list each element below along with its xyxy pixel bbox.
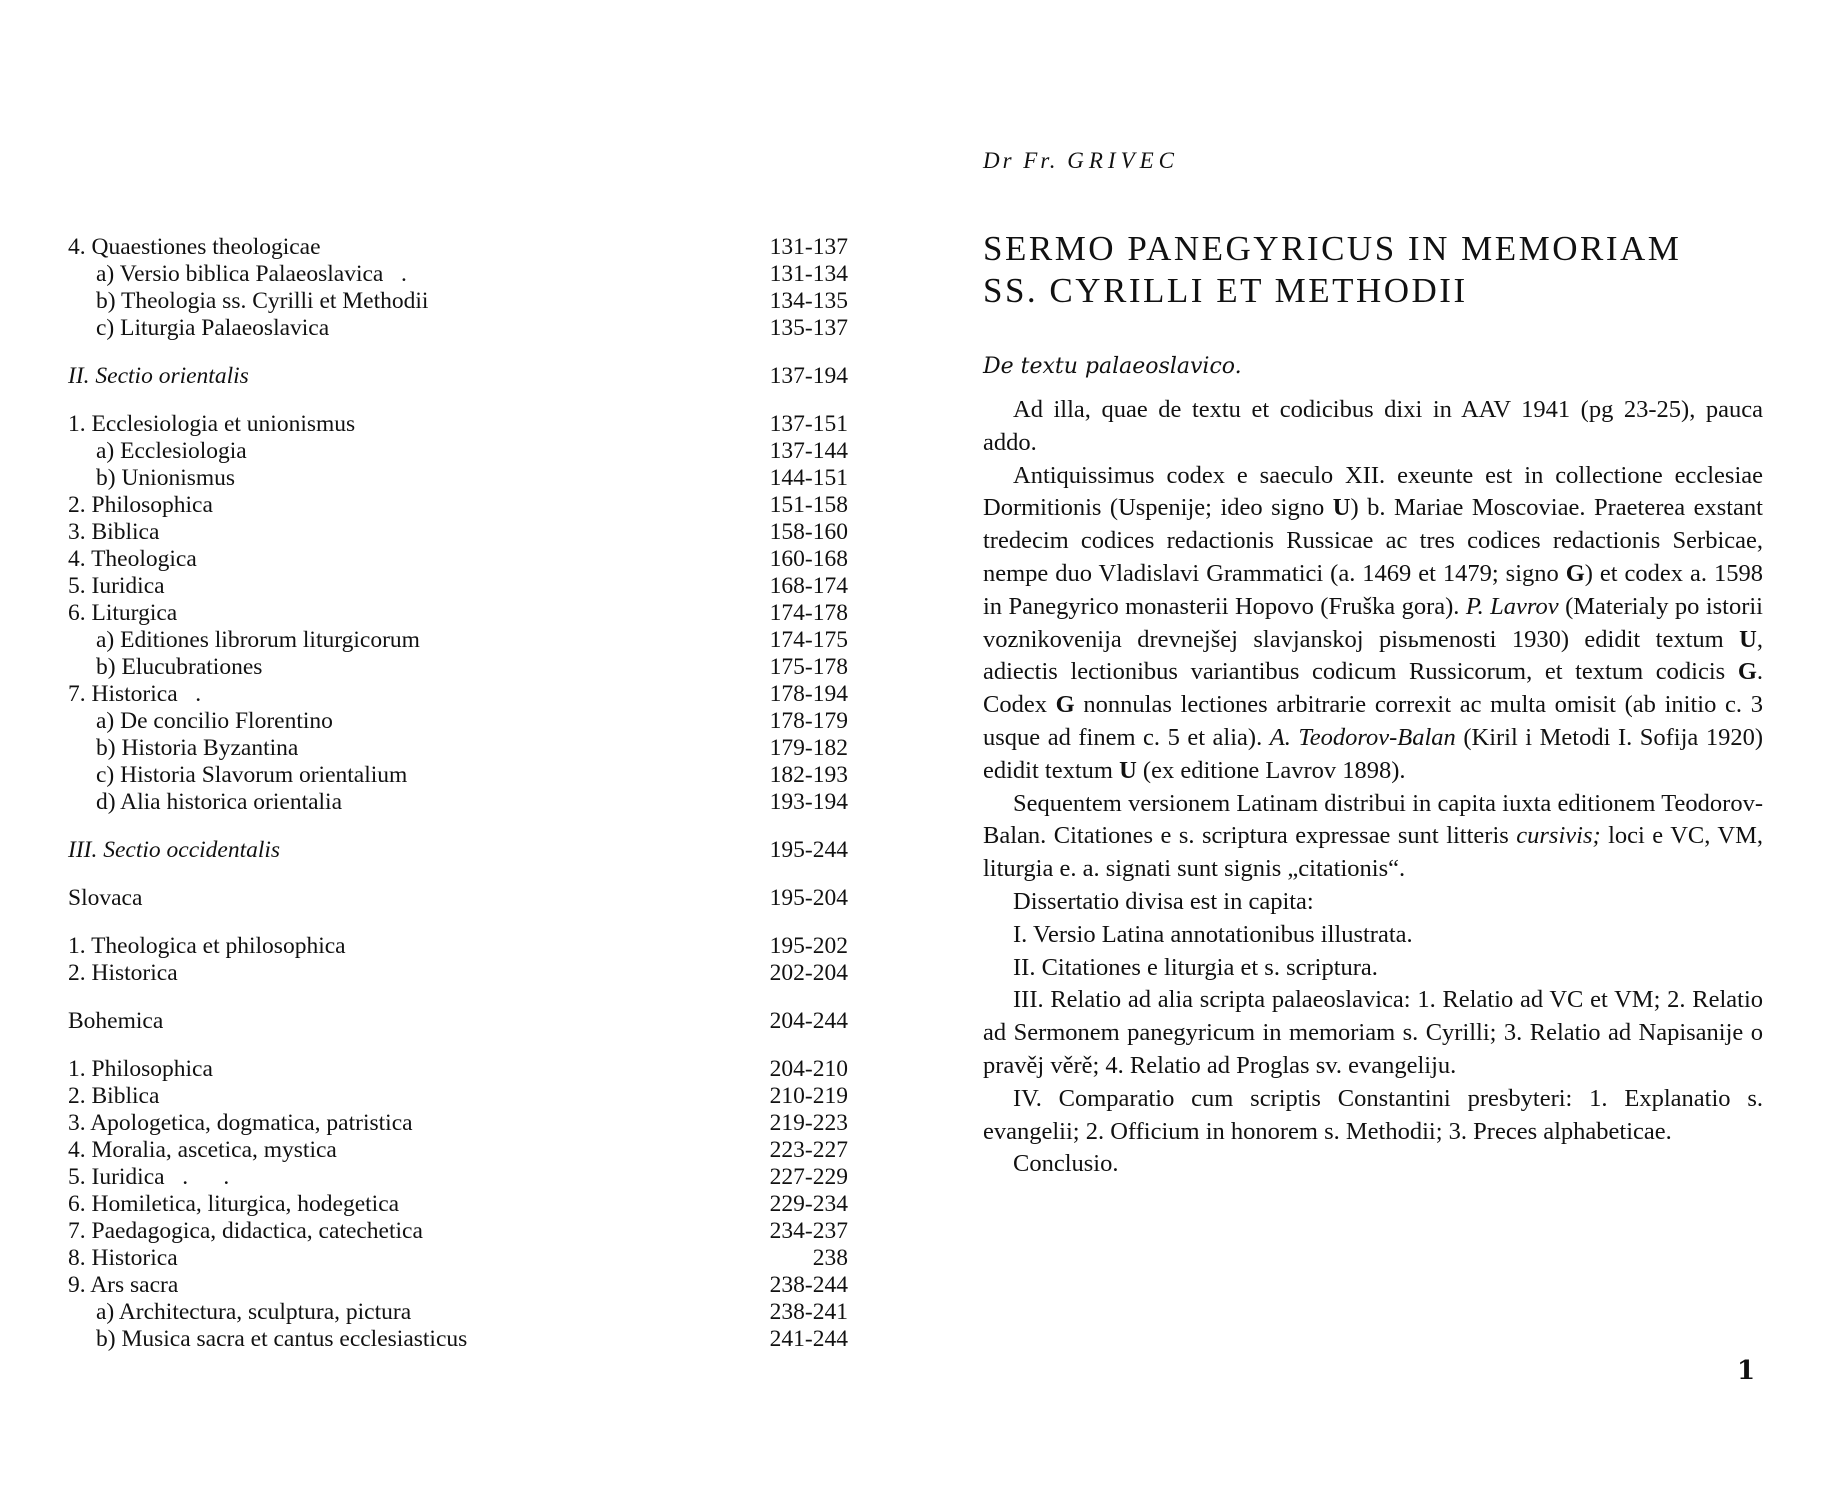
toc-entry [68, 600, 848, 627]
toc-entry-pages: 182-193 [769, 762, 848, 788]
paragraph: Dissertatio divisa est in capita: [1013, 887, 1314, 915]
toc-entry-label: b) Elucubrationes [96, 654, 263, 680]
toc-entry-label: III. Sectio occidentalis [68, 837, 281, 863]
author-name: GRIVEC [1067, 148, 1180, 173]
toc-entry [68, 1008, 848, 1035]
toc-entry [68, 1272, 848, 1299]
toc-entry [68, 573, 848, 600]
toc-entry-pages: 219-223 [769, 1110, 848, 1136]
toc-entry [68, 1191, 848, 1218]
toc-entry-label: a) Ecclesiologia [96, 438, 247, 464]
toc-entry [68, 933, 848, 960]
toc-entry [68, 1137, 848, 1164]
toc-entry-label: 4. Theologica [68, 546, 197, 572]
toc-entry-pages: 131-134 [769, 261, 848, 287]
toc-entry-label: 1. Theologica et philosophica [68, 933, 346, 959]
toc-entry-label: 4. Quaestiones theologicae [68, 234, 321, 260]
toc-entry [68, 960, 848, 987]
toc-entry-label: b) Musica sacra et cantus ecclesiasticus [96, 1326, 468, 1352]
author-line [983, 146, 1763, 176]
title-line-1: SERMO PANEGYRICUS IN MEMORIAM [983, 229, 1682, 268]
toc-entry-pages: 137-144 [769, 438, 848, 464]
toc-entry-pages: 178-194 [769, 681, 848, 707]
toc-entry [68, 837, 848, 864]
toc-entry-pages: 137-194 [769, 363, 848, 389]
toc-entry-pages: 238-244 [769, 1272, 848, 1298]
toc-entry [68, 465, 848, 492]
toc-entry [68, 789, 848, 816]
toc-entry-label: 1. Philosophica [68, 1056, 213, 1082]
table-of-contents [68, 234, 848, 1353]
section-subheading: De textu palaeoslavico. [983, 354, 1242, 379]
toc-entry [68, 438, 848, 465]
toc-entry-pages: 174-175 [769, 627, 848, 653]
toc-entry [68, 261, 848, 288]
toc-entry [68, 627, 848, 654]
toc-entry-pages: 160-168 [769, 546, 848, 572]
toc-entry-label: 1. Ecclesiologia et unionismus [68, 411, 356, 437]
toc-entry-label: 2. Philosophica [68, 492, 213, 518]
toc-entry-label: 3. Apologetica, dogmatica, patristica [68, 1110, 413, 1136]
toc-entry-label: 4. Moralia, ascetica, mystica [68, 1137, 337, 1163]
toc-entry-label: 2. Historica [68, 960, 178, 986]
paragraph: Sequentem versionem Latinam distribui in capita iuxta editionem Teodorov-Balan. Citationes e s. scriptura expressae sunt litteris cursivis; loci e VC, VM, liturgia e. a. signati sunt signis „citationis“. [983, 789, 1763, 883]
toc-entry-label: b) Historia Byzantina [96, 735, 299, 761]
toc-entry-pages: 227-229 [769, 1164, 848, 1190]
toc-entry-pages: 174-178 [769, 600, 848, 626]
toc-entry-pages: 193-194 [769, 789, 848, 815]
toc-entry-label: c) Liturgia Palaeoslavica [96, 315, 330, 341]
toc-entry-label: b) Theologia ss. Cyrilli et Methodii [96, 288, 429, 314]
toc-entry-label: 2. Biblica [68, 1083, 160, 1109]
toc-entry-pages: 204-210 [769, 1056, 848, 1082]
toc-entry-pages: 131-137 [769, 234, 848, 260]
toc-entry-label: b) Unionismus [96, 465, 236, 491]
toc-entry [68, 492, 848, 519]
chapter-list-item: IV. Comparatio cum scriptis Constantini presbyteri: 1. Explanatio s. evangelii; 2. Officium in honorem s. Methodii; 3. Preces alphabeticae. [983, 1084, 1763, 1145]
toc-entry [68, 234, 848, 261]
toc-entry-label: Slovaca [68, 885, 143, 911]
toc-entry-pages: 151-158 [769, 492, 848, 518]
toc-entry [68, 411, 848, 438]
page-number: 1 [1737, 1356, 1756, 1386]
chapter-list-item: III. Relatio ad alia scripta palaeoslavica: 1. Relatio ad VC et VM; 2. Relatio ad Sermonem panegyricum in memoriam s. Cyrilli; 3. Relatio ad Napisanije o pravěj věrě; 4. Relatio ad Proglas sv. evangeliju. [983, 986, 1763, 1079]
toc-entry-pages: 210-219 [769, 1083, 848, 1109]
toc-entry-pages: 179-182 [769, 735, 848, 761]
toc-entry-pages: 175-178 [769, 654, 848, 680]
toc-entry-label: 6. Liturgica [68, 600, 178, 626]
toc-entry-pages: 144-151 [769, 465, 848, 491]
toc-entry-label: 7. Paedagogica, didactica, catechetica [68, 1218, 423, 1244]
toc-entry-pages: 195-204 [769, 885, 848, 911]
toc-entry-pages: 195-244 [769, 837, 848, 863]
toc-entry-label: a) Versio biblica Palaeoslavica . [96, 261, 407, 287]
toc-entry-pages: 158-160 [769, 519, 848, 545]
toc-entry-label: c) Historia Slavorum orientalium [96, 762, 408, 788]
toc-entry-pages: 195-202 [769, 933, 848, 959]
toc-entry [68, 1164, 848, 1191]
author-prefix: Dr Fr. [983, 148, 1059, 173]
paragraph: Ad illa, quae de textu et codicibus dixi in AAV 1941 (pg 23-25), pauca addo. [983, 396, 1763, 456]
toc-entry-label: 7. Historica . [68, 681, 202, 707]
toc-entry-label: Bohemica [68, 1008, 164, 1034]
toc-entry [68, 519, 848, 546]
toc-entry [68, 885, 848, 912]
title-line-2: SS. CYRILLI ET METHODII [983, 271, 1468, 310]
toc-entry-pages: 223-227 [769, 1137, 848, 1163]
article-title [983, 228, 1763, 312]
toc-entry-pages: 202-204 [769, 960, 848, 986]
toc-entry-label: d) Alia historica orientalia [96, 789, 343, 815]
toc-entry-pages: 229-234 [769, 1191, 848, 1217]
toc-entry-label: II. Sectio orientalis [68, 363, 249, 389]
paragraph: Conclusio. [1013, 1150, 1119, 1178]
toc-entry-label: 5. Iuridica [68, 573, 165, 599]
toc-entry-pages: 134-135 [769, 288, 848, 314]
toc-entry [68, 654, 848, 681]
toc-entry [68, 288, 848, 315]
toc-entry-pages: 234-237 [769, 1218, 848, 1244]
toc-entry-label: a) Editiones librorum liturgicorum [96, 627, 420, 653]
toc-entry [68, 1245, 848, 1272]
article-page [983, 146, 1763, 1181]
toc-entry [68, 363, 848, 390]
toc-entry-label: a) Architectura, sculptura, pictura [96, 1299, 412, 1325]
toc-entry-pages: 168-174 [769, 573, 848, 599]
article-body [983, 394, 1763, 1181]
toc-entry-pages: 137-151 [769, 411, 848, 437]
toc-entry [68, 1056, 848, 1083]
chapter-list-item: II. Citationes e liturgia et s. scriptura. [1013, 953, 1378, 981]
toc-entry-label: 9. Ars sacra [68, 1272, 179, 1298]
toc-entry [68, 315, 848, 342]
toc-entry [68, 708, 848, 735]
toc-entry-pages: 204-244 [769, 1008, 848, 1034]
toc-entry [68, 735, 848, 762]
toc-entry-label: 8. Historica [68, 1245, 178, 1271]
toc-entry [68, 681, 848, 708]
toc-entry [68, 1110, 848, 1137]
chapter-list-item: I. Versio Latina annotationibus illustrata. [1013, 920, 1413, 948]
toc-entry-label: 6. Homiletica, liturgica, hodegetica [68, 1191, 400, 1217]
toc-entry [68, 1083, 848, 1110]
toc-entry [68, 546, 848, 573]
toc-entry [68, 1326, 848, 1353]
toc-entry-pages: 241-244 [769, 1326, 848, 1352]
toc-entry-label: a) De concilio Florentino [96, 708, 333, 734]
toc-entry-pages: 178-179 [769, 708, 848, 734]
toc-entry [68, 1299, 848, 1326]
toc-entry-pages: 238-241 [769, 1299, 848, 1325]
toc-entry [68, 1218, 848, 1245]
paragraph: Antiquissimus codex e saeculo XII. exeunte est in collectione ecclesiae Dormitionis (Uspenije; ideo signo U) b. Mariae Moscoviae. Praeterea exstant tredecim codices redactionis Russicae ac tres codices redactionis Serbicae, nempe duo Vladislavi Grammatici (a. 1469 et 1479; signo G) et codex a. 1598 in Panegyrico monasterii Hopovo (Fruška gora). P. Lavrov (Materialy po istorii voznikovenija drevnejšej slavjanskoj pisьmenosti 1930) edidit textum U, adiectis lectionibus variantibus codicum Russicorum, et textum codicis G. Codex G nonnulas lectiones arbitrarie correxit ac multa omisit (ab initio c. 3 usque ad finem c. 5 et alia). A. Teodorov-Balan (Kiril i Metodi I. Sofija 1920) edidit textum U (ex editione Lavrov 1898). [983, 461, 1763, 784]
toc-entry-pages: 238 [812, 1245, 848, 1271]
toc-entry [68, 762, 848, 789]
toc-entry-label: 5. Iuridica . . [68, 1164, 230, 1190]
toc-entry-pages: 135-137 [769, 315, 848, 341]
toc-entry-label: 3. Biblica [68, 519, 160, 545]
